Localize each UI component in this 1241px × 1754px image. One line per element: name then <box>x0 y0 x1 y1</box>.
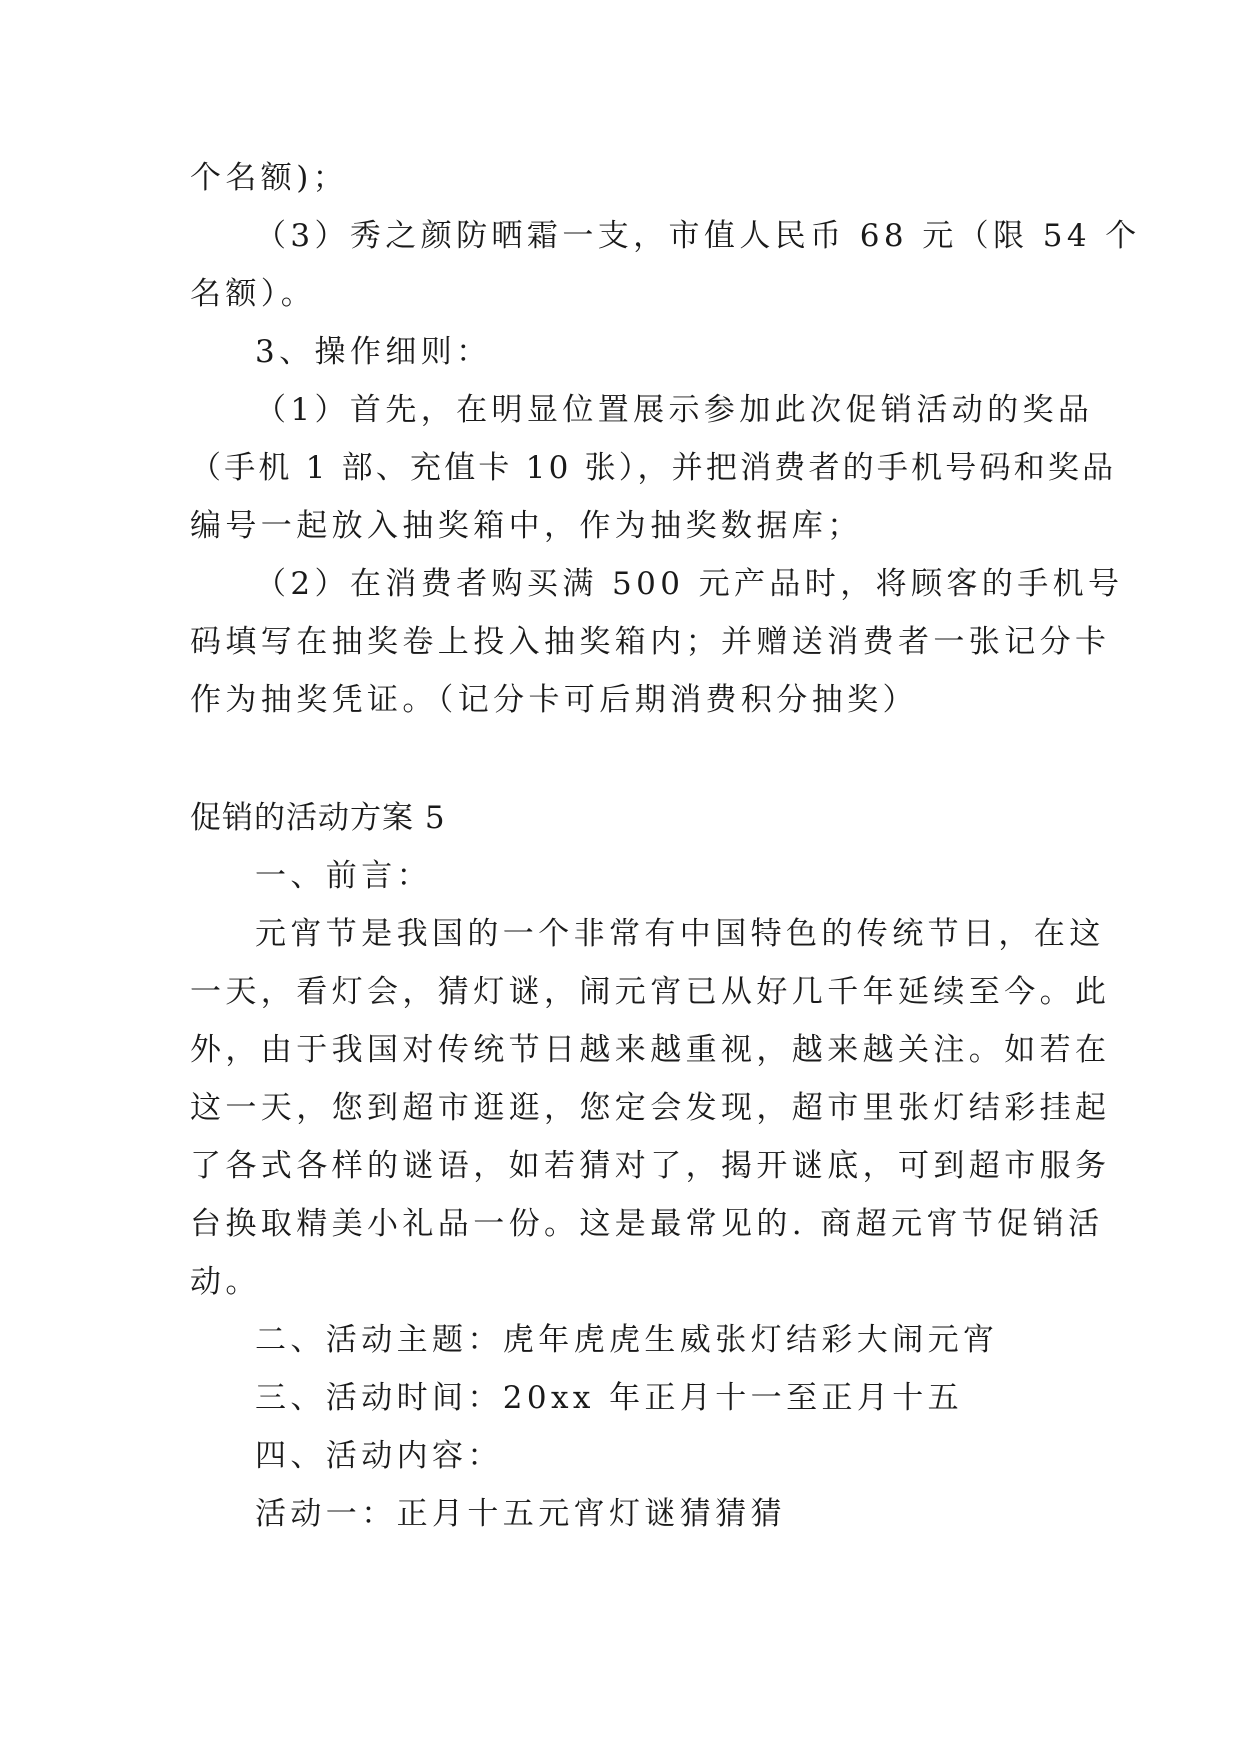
text-line: 这一天，您到超市逛逛，您定会发现，超市里张灯结彩挂起 <box>190 1090 1111 1126</box>
text-line: 台换取精美小礼品一份。这是最常见的. 商超元宵节促销活 <box>190 1206 1104 1242</box>
text-line: 元宵节是我国的一个非常有中国特色的传统节日，在这 <box>255 916 1105 952</box>
text-line: 二、活动主题：虎年虎虎生威张灯结彩大闹元宵 <box>255 1322 999 1358</box>
text-line: 个名额)； <box>190 160 349 196</box>
section-heading: 促销的活动方案 5 <box>190 800 446 836</box>
text-line: 一、前言： <box>255 858 432 894</box>
text-line: 3、操作细则： <box>255 334 492 370</box>
text-line: 编号一起放入抽奖箱中，作为抽奖数据库； <box>190 508 863 544</box>
text-line: 了各式各样的谜语，如若猜对了，揭开谜底，可到超市服务 <box>190 1148 1111 1184</box>
text-line: 活动一：正月十五元宵灯谜猜猜猜 <box>255 1496 786 1532</box>
text-line: 一天，看灯会，猜灯谜，闹元宵已从好几千年延续至今。此 <box>190 974 1111 1010</box>
text-line: 名额）。 <box>190 276 317 312</box>
text-line: 动。 <box>190 1264 261 1300</box>
text-line: （2）在消费者购买满 500 元产品时，将顾客的手机号 <box>255 566 1124 602</box>
text-line: 四、活动内容： <box>255 1438 503 1474</box>
text-line: （手机 1 部、充值卡 10 张），并把消费者的手机号码和奖品 <box>190 450 1117 486</box>
text-line: （1）首先，在明显位置展示参加此次促销活动的奖品 <box>255 392 1094 428</box>
text-line: 码填写在抽奖卷上投入抽奖箱内；并赠送消费者一张记分卡 <box>190 624 1111 660</box>
text-line: （3）秀之颜防晒霜一支，市值人民币 68 元（限 54 个 <box>255 218 1141 254</box>
text-line: 作为抽奖凭证。（记分卡可后期消费积分抽奖） <box>190 682 918 718</box>
text-line: 外，由于我国对传统节日越来越重视，越来越关注。如若在 <box>190 1032 1111 1068</box>
text-line: 三、活动时间：20xx 年正月十一至正月十五 <box>255 1380 964 1416</box>
